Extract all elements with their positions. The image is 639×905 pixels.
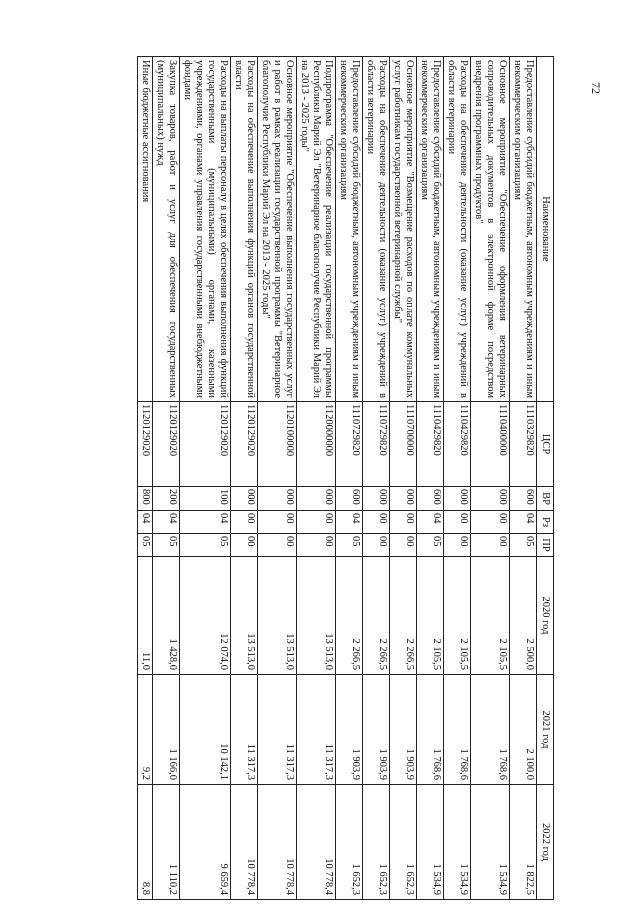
cell-csr: 1110429820 (444, 402, 471, 487)
cell-2020: 2 105,5 (471, 557, 510, 675)
cell-rz: 04 (153, 511, 180, 534)
table-row (417, 57, 444, 900)
cell-2021: 2 100,0 (510, 675, 537, 785)
cell-name: Подпрограмма "Обеспечение реализации государственной программы Республики Марий Эл "Ветеринарное благополучие Республики Марий Эл на 2013 - 2025 годы" (297, 57, 336, 402)
cell-vr: 800 (138, 487, 153, 511)
cell-rz: 00 (231, 511, 258, 534)
cell-rz: 04 (510, 511, 537, 534)
cell-2020: 2 266,5 (363, 557, 390, 675)
cell-2021: 1 768,6 (471, 675, 510, 785)
cell-2021: 11 317,3 (258, 675, 297, 785)
rotated-page-content (84, 56, 554, 899)
cell-name: Иные бюджетные ассигнования (138, 57, 153, 402)
cell-name: Расходы на обеспечение выполнения функций органов государственной власти (231, 57, 258, 402)
cell-2022: 1 652,3 (363, 785, 390, 900)
cell-vr: 000 (444, 487, 471, 511)
table-row (471, 57, 510, 900)
header-name: Наименование (537, 57, 554, 402)
cell-pr: 00 (297, 534, 336, 557)
cell-2022: 1 534,9 (444, 785, 471, 900)
cell-2020: 2 266,5 (336, 557, 363, 675)
cell-name: Расходы на обеспечение деятельности (оказание услуг) учреждений в области ветеринарии (363, 57, 390, 402)
cell-vr: 600 (336, 487, 363, 511)
cell-csr: 1120129020 (138, 402, 153, 487)
cell-vr: 000 (297, 487, 336, 511)
cell-2021: 1 903,9 (336, 675, 363, 785)
header-2020: 2020 год (537, 557, 554, 675)
cell-vr: 000 (471, 487, 510, 511)
cell-2020: 2 105,5 (444, 557, 471, 675)
cell-name: Предоставление субсидий бюджетным, автономным учреждениям и иным некоммерческим организациям (510, 57, 537, 402)
cell-2022: 1 110,2 (153, 785, 180, 900)
cell-vr: 600 (417, 487, 444, 511)
table-row (336, 57, 363, 900)
cell-pr: 05 (153, 534, 180, 557)
header-vr: ВР (537, 487, 554, 511)
cell-2020: 13 513,0 (297, 557, 336, 675)
cell-2020: 2 500,0 (510, 557, 537, 675)
cell-vr: 100 (180, 487, 231, 511)
cell-pr: 05 (510, 534, 537, 557)
cell-2022: 10 778,4 (258, 785, 297, 900)
cell-csr: 1120129020 (180, 402, 231, 487)
cell-name: Предоставление субсидий бюджетным, автономным учреждениям и иным некоммерческим организациям (417, 57, 444, 402)
cell-rz: 04 (180, 511, 231, 534)
cell-csr: 1110729820 (363, 402, 390, 487)
cell-2021: 11 317,3 (231, 675, 258, 785)
cell-2020: 2 266,5 (390, 557, 417, 675)
cell-2020: 2 105,5 (417, 557, 444, 675)
cell-pr: 05 (417, 534, 444, 557)
cell-2022: 1 652,3 (390, 785, 417, 900)
cell-2022: 9 659,4 (180, 785, 231, 900)
cell-csr: 1110329820 (510, 402, 537, 487)
cell-rz: 00 (471, 511, 510, 534)
cell-vr: 000 (258, 487, 297, 511)
cell-2020: 11,0 (138, 557, 153, 675)
cell-rz: 00 (258, 511, 297, 534)
cell-pr: 05 (138, 534, 153, 557)
header-csr: ЦСР (537, 402, 554, 487)
cell-pr: 00 (231, 534, 258, 557)
table-row (153, 57, 180, 900)
cell-name: Расходы на выплаты персоналу в целях обеспечения выполнения функций государственными (муниципальными) органами, казенными учреждениями, органами управления государственными внебюджетными фондами (180, 57, 231, 402)
page-number: 72 (589, 82, 603, 94)
cell-vr: 000 (231, 487, 258, 511)
table-row (444, 57, 471, 900)
table-row (180, 57, 231, 900)
cell-rz: 00 (444, 511, 471, 534)
cell-csr: 1110729820 (336, 402, 363, 487)
table-row (138, 57, 153, 900)
cell-vr: 000 (390, 487, 417, 511)
cell-2021: 9,2 (138, 675, 153, 785)
cell-rz: 04 (417, 511, 444, 534)
table-row (231, 57, 258, 900)
cell-2021: 1 768,6 (417, 675, 444, 785)
cell-name: Закупка товаров, работ и услуг для обеспечения государственных (муниципальных) нужд (153, 57, 180, 402)
cell-name: Предоставление субсидий бюджетным, автономным учреждениям и иным некоммерческим организациям (336, 57, 363, 402)
table-row (363, 57, 390, 900)
cell-2022: 1 822,5 (510, 785, 537, 900)
cell-rz: 00 (297, 511, 336, 534)
cell-2020: 1 428,0 (153, 557, 180, 675)
cell-2022: 1 534,9 (471, 785, 510, 900)
cell-pr: 00 (258, 534, 297, 557)
header-2022: 2022 год (537, 785, 554, 900)
cell-vr: 000 (363, 487, 390, 511)
cell-pr: 05 (180, 534, 231, 557)
cell-2022: 10 778,4 (231, 785, 258, 900)
cell-2020: 13 513,0 (258, 557, 297, 675)
cell-2020: 12 074,0 (180, 557, 231, 675)
cell-pr: 00 (444, 534, 471, 557)
cell-2022: 10 778,4 (297, 785, 336, 900)
header-pr: ПР (537, 534, 554, 557)
cell-2021: 1 903,9 (390, 675, 417, 785)
cell-name: Основное мероприятие "Возмещение расходов по оплате коммунальных услуг работникам государственной ветеринарной службы" (390, 57, 417, 402)
cell-2021: 1 903,9 (363, 675, 390, 785)
table-row (297, 57, 336, 900)
cell-pr: 00 (471, 534, 510, 557)
cell-2022: 1 534,9 (417, 785, 444, 900)
cell-2022: 1 652,3 (336, 785, 363, 900)
cell-rz: 04 (138, 511, 153, 534)
cell-csr: 1120000000 (297, 402, 336, 487)
cell-2021: 1 768,6 (444, 675, 471, 785)
cell-csr: 1110429820 (417, 402, 444, 487)
cell-vr: 600 (510, 487, 537, 511)
table-header-row (537, 57, 554, 900)
header-2021: 2021 год (537, 675, 554, 785)
cell-pr: 00 (363, 534, 390, 557)
table-row (390, 57, 417, 900)
cell-pr: 00 (390, 534, 417, 557)
table-row (510, 57, 537, 900)
header-rz: Рз (537, 511, 554, 534)
cell-rz: 00 (390, 511, 417, 534)
cell-vr: 200 (153, 487, 180, 511)
cell-2020: 13 513,0 (231, 557, 258, 675)
cell-pr: 05 (336, 534, 363, 557)
cell-csr: 1120129020 (153, 402, 180, 487)
cell-name: Основное мероприятие "Обеспечение оформления ветеринарных сопроводительных документов в электронной форме посредством внедрения программных продуктов" (471, 57, 510, 402)
cell-rz: 00 (363, 511, 390, 534)
cell-csr: 1120100000 (258, 402, 297, 487)
cell-name: Расходы на обеспечение деятельности (оказание услуг) учреждений в области ветеринарии (444, 57, 471, 402)
cell-rz: 04 (336, 511, 363, 534)
cell-2021: 1 166,0 (153, 675, 180, 785)
cell-name: Основное мероприятие "Обеспечение выполнения государственных услуг и работ в рамках реализации государственной программы "Ветеринарное благополучие Республики Марий Эл на 2013 - 2025 годы" (258, 57, 297, 402)
cell-csr: 1110700000 (390, 402, 417, 487)
cell-2021: 10 142,1 (180, 675, 231, 785)
cell-2022: 8,8 (138, 785, 153, 900)
cell-csr: 1110400000 (471, 402, 510, 487)
cell-csr: 1120129020 (231, 402, 258, 487)
table-row (258, 57, 297, 900)
cell-2021: 11 317,3 (297, 675, 336, 785)
budget-table (137, 56, 554, 900)
